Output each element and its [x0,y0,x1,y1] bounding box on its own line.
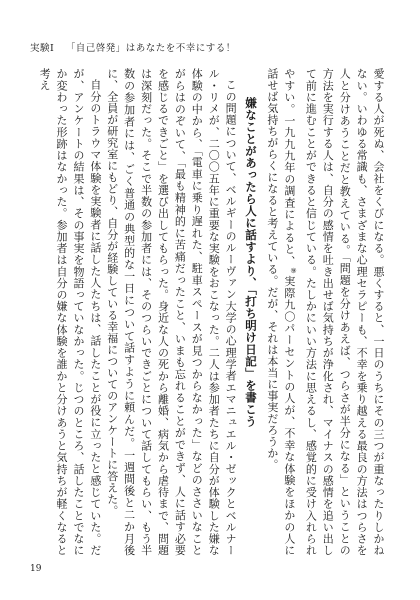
paragraph [263,68,386,556]
chapter-label: 実験Ⅰ [30,43,55,54]
body-text [30,68,386,556]
running-header [30,40,236,54]
section-heading: 嫌なことがあったら人に話すより、「打ち明け日記」を書こう [244,96,258,427]
page-number: 19 [30,564,42,574]
paragraph: この問題について、ベルギーのルーヴァン大学の心理学者エマニュエル・ゼックとベルナール・リメが、二〇〇五年に重要な実験をおこなった。二人は参加者たちに自分が体験した嫌な体験の中から、「電車に乗り遅れた、駐車スペースが見つからなかった」などのささいなことがらはのぞいて、「最も精神的に苦痛だったこと、いまも忘れることができず、人に話す必要を感じるできごと」を選び出してもらった。身近な人の死から離婚、病気から虐待まで、問題は深刻だった。そこで半数の参加者には、そのつらいできごとについて話してもらい、もう半数の参加者には、ごく普通の典型的な一日について話すように頼んだ。一週間後と二か月後に、全員が研究室にもどり、自分が経験している幸福についてのアンケートに答えた。 [105,68,238,556]
paragraph-text: 愛する人が死ぬ、会社をくびになる。悪くすると、一日のうちにその三つが重なったりしかねない。いわゆる常識も、さまざまな心理セラピーも、不幸を乗り越える最良の方法はつらさを人と分けあうことだと教えている。「問題を分けあえば、つらさが半分になる」ということの方法を実行する人は、自分の感情を吐き出せば気持ちが浄化され、マイナスの感情を追い出して前に進むことができると信じている。たしかにいい方法に思えるし、感覚的に受け入れられやすい。一九九九年の調査によると、 [282,68,385,556]
footnote-marker: ⑨ [289,266,298,276]
chapter-title: 「自己啓発」はあなたを不幸にする！ [65,43,236,54]
paragraph: 自分のトラウマ体験を実験者に話した人たちは、話したことが役に立ったと感じていた。だが、アンケートの結果は、その事実を物語っていなかった。じつのところ、話したことでなにか変わった形跡はなかった。参加者は自分の嫌な体験を誰かと分けあうと気持ちが軽くなると考え [38,68,102,556]
paragraph-text-end: 実際九〇パーセントの人が、不幸な体験をほかの人に話せば気持ちがらくになると考えている。だが、それは本当に事実だろうか。 [265,68,296,556]
